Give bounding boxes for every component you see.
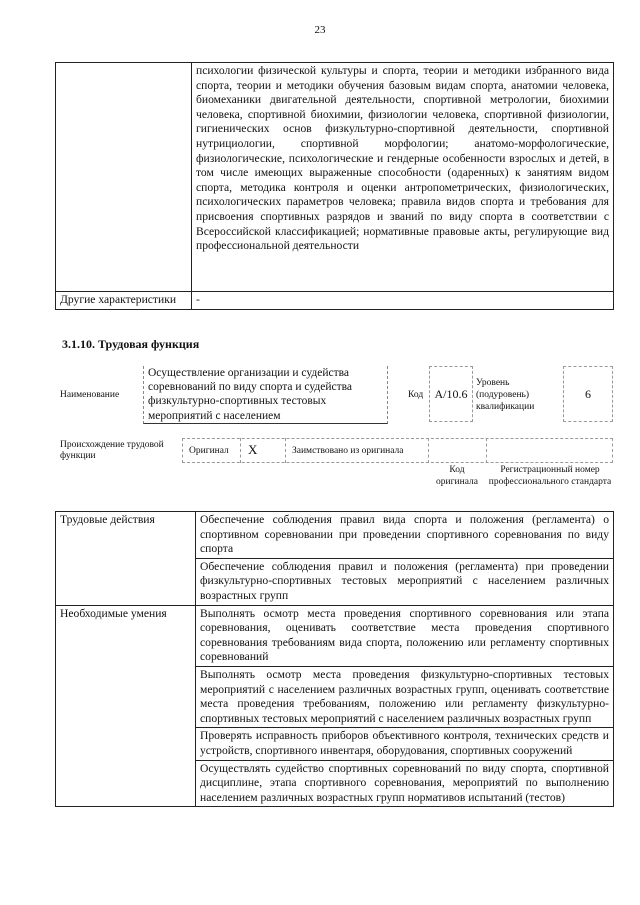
divider — [285, 438, 286, 463]
origin-label: Происхождение трудовой функции — [60, 440, 164, 461]
qualification-level: 6 — [563, 366, 613, 422]
name-label: Наименование — [60, 390, 120, 400]
divider — [240, 438, 241, 463]
reg-number-caption: Регистрационный номер профессионального стандарта — [488, 465, 612, 487]
table-row — [56, 605, 614, 666]
section-heading: 3.1.10. Трудовая функция — [62, 337, 200, 351]
knowledge-table — [55, 62, 614, 310]
divider — [486, 438, 487, 463]
code-label: Код — [408, 390, 424, 400]
action-item: Обеспечение соблюдения правил вида спорта и положения (регламента) о спортивном соревновании при проведении спортивного соревнования по виду спорта — [196, 512, 614, 559]
knowledge-text: психологии физической культуры и спорта, теории и методики избранного вида спорта, теории и методики обучения базовым видам спорта, анатомии человека, биомеханики двигательной деятельности, спортивной метрологии, биохимии человека, спортивной биохимии, физиологии человека, спортивной физиологии, гигиенических основ физкультурно-спортивной деятельности, спортивной нутрициологии, спортивной морфологии; анатомо-морфологические, физиологические, психологические и гендерные особенности взрослых и детей, в том числе имеющих выраженные способности (одаренных) к занятиям видом спорта, методика контроля и оценки антропометрических, физиологических, психологических параметров человека; правила видов спорта и требования для присвоения спортивных разрядов и званий по виду спорта в соответствии с Всероссийской классификацией; нормативные правовые акты, регулирующие вид профессиональной деятельности — [192, 63, 614, 292]
level-label: Уровень (подуровень) квалификации — [476, 378, 535, 412]
table-row — [56, 292, 614, 310]
function-name: Осуществление организации и судейства соревнований по виду спорта и судейства физкультурно-спортивных тестовых мероприятий с населением — [143, 366, 388, 424]
empty-label-cell — [56, 63, 192, 292]
function-table — [55, 511, 614, 807]
original-label: Оригинал — [189, 446, 229, 456]
skill-item: Выполнять осмотр места проведения физкультурно-спортивных тестовых мероприятий с населением различных возрастных групп, оценивать соответствие места проведения требованиям, положению или регламенту физкультурно-спортивных тестовых мероприятий с населением различных возрастных групп — [196, 666, 614, 727]
borrowed-label: Заимствовано из оригинала — [292, 446, 404, 456]
origin-code-caption: Код оригинала — [436, 465, 478, 487]
divider — [428, 438, 429, 463]
table-row — [56, 63, 614, 292]
original-mark: Х — [248, 442, 258, 457]
skill-item: Осуществлять судейство спортивных соревнований по виду спорта, спортивной дисциплине, этапа спортивного соревнования, мероприятий по выполнению населением различных возрастных групп нормативов испытаний (тестов) — [196, 760, 614, 807]
skill-item: Проверять исправность приборов объективного контроля, технических средств и устройств, спортивного инвентаря, оборудования, спортивных сооружений — [196, 728, 614, 760]
page-number: 23 — [314, 24, 326, 36]
action-item: Обеспечение соблюдения правил и положения (регламента) при проведении физкультурно-спортивных тестовых мероприятий с населением различных возрастных групп — [196, 558, 614, 605]
actions-label: Трудовые действия — [56, 512, 196, 606]
table-row — [56, 512, 614, 559]
other-characteristics-label: Другие характеристики — [56, 292, 192, 310]
other-characteristics-value: - — [192, 292, 614, 310]
function-code: А/10.6 — [429, 366, 473, 422]
skills-label: Необходимые умения — [56, 605, 196, 807]
skill-item: Выполнять осмотр места проведения спортивного соревнования или этапа соревнования, оценивать соответствие места проведения спортивного соревнования требованиям вида спорта, положению или регламенту спортивных соревнований — [196, 605, 614, 666]
